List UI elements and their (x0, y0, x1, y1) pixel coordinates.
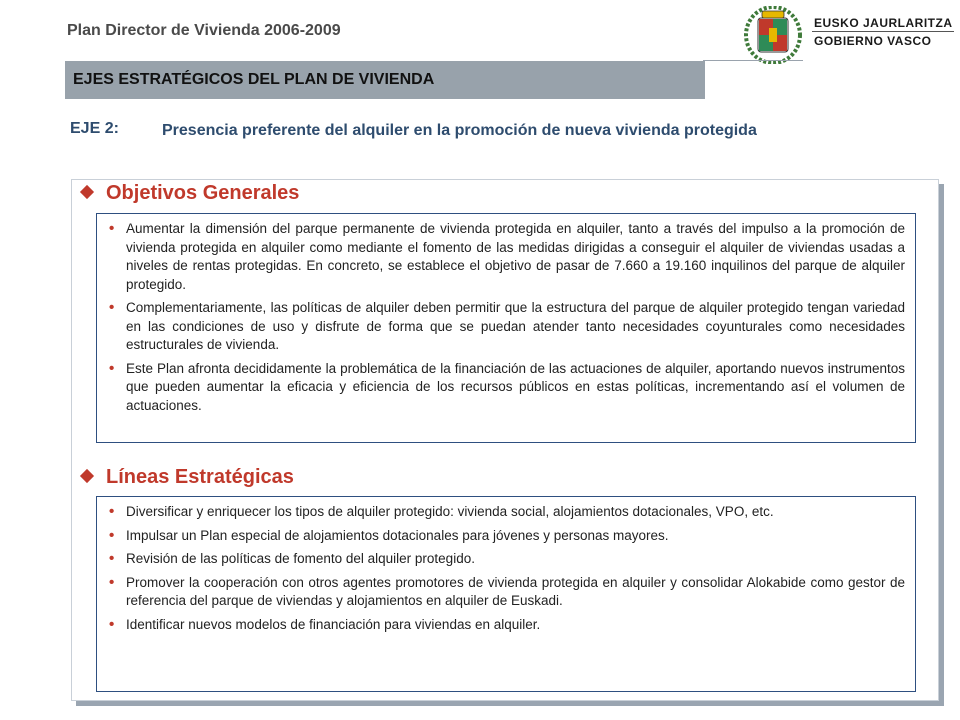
logo-divider (812, 31, 954, 32)
list-item (107, 527, 905, 546)
government-logo (744, 6, 954, 66)
list-item (107, 360, 905, 416)
coat-of-arms-icon (744, 6, 802, 64)
logo-text-spanish: GOBIERNO VASCO (814, 34, 932, 48)
list-item-text: Este Plan afronta decididamente la problemática de la financiación de las actuaciones de alquiler, aportando nuevos instrumentos que pueden aumentar la eficacia y eficiencia de los recursos públicos en estas políticas, incrementando así el volumen de actuaciones. (126, 360, 905, 413)
list-item (107, 299, 905, 355)
list-item-text: Identificar nuevos modelos de financiación para viviendas en alquiler. (126, 616, 541, 632)
bullet-dot-icon: • (109, 220, 115, 237)
section-banner: EJES ESTRATÉGICOS DEL PLAN DE VIVIENDA (65, 61, 705, 99)
lineas-heading (82, 466, 294, 489)
lineas-heading-text: Líneas Estratégicas (106, 466, 294, 488)
objetivos-box (96, 213, 916, 443)
objetivos-list (107, 220, 905, 415)
list-item (107, 550, 905, 569)
document-title: Plan Director de Vivienda 2006-2009 (67, 22, 341, 39)
bullet-dot-icon: • (109, 359, 115, 377)
diamond-bullet-icon (80, 469, 94, 483)
bullet-dot-icon: • (109, 615, 115, 633)
list-item (107, 616, 905, 635)
eje-description: Presencia preferente del alquiler en la promoción de nueva vivienda protegida (162, 122, 757, 139)
bullet-dot-icon: • (109, 573, 115, 591)
list-item-text: Revisión de las políticas de fomento del alquiler protegido. (126, 551, 475, 566)
lineas-box (96, 496, 916, 692)
list-item-text: Promover la cooperación con otros agentes promotores de vivienda protegida en alquiler y consolidar Alokabide como gestor de referencia del parque de viviendas y alojamientos en alquiler de Euskadi. (126, 574, 905, 608)
logo-text-basque: EUSKO JAURLARITZA (814, 16, 953, 30)
bullet-dot-icon: • (109, 503, 115, 520)
list-item (107, 220, 905, 294)
list-item (107, 503, 905, 522)
objetivos-heading (82, 182, 299, 205)
list-item-text: Diversificar y enriquecer los tipos de alquiler protegido: vivienda social, alojamientos dotacionales, VPO, etc. (126, 504, 774, 519)
list-item-text: Aumentar la dimensión del parque permanente de vivienda protegida en alquiler, tanto a través del impulso a la promoción de vivienda protegida en alquiler como mediante el fomento de las medidas dirigidas a conseguir el alquiler de viviendas usadas a niveles de rentas protegidas. En concreto, se establece el objetivo de pasar de 7.660 a 19.160 inquilinos del parque de alquiler protegido. (126, 221, 905, 292)
objetivos-heading-text: Objetivos Generales (106, 182, 300, 204)
header-divider (703, 60, 803, 61)
bullet-dot-icon: • (109, 526, 115, 544)
eje-label: EJE 2: (70, 120, 119, 137)
diamond-bullet-icon (80, 185, 94, 199)
lineas-list (107, 503, 905, 634)
list-item-text: Impulsar un Plan especial de alojamientos dotacionales para jóvenes y personas mayores. (126, 527, 669, 543)
bullet-dot-icon: • (109, 550, 115, 567)
list-item (107, 574, 905, 611)
list-item-text: Complementariamente, las políticas de alquiler deben permitir que la estructura del parque de alquiler protegido tengan variedad en las condiciones de uso y disfrute de forma que se puedan atender tanto necesidades coyunturales como necesidades estructurales de vivienda. (126, 300, 905, 352)
bullet-dot-icon: • (109, 299, 115, 316)
